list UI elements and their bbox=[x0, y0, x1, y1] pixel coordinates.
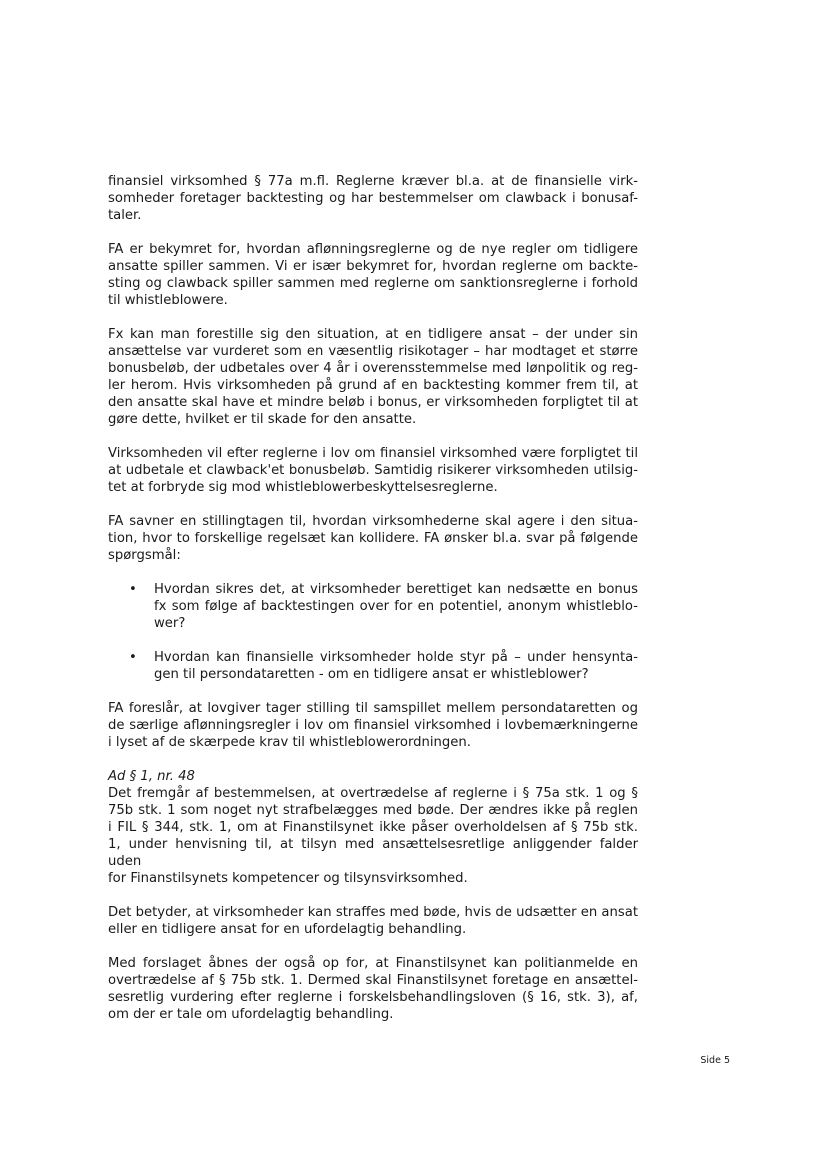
list-item bbox=[108, 649, 638, 683]
text-line: den ansatte skal have et mindre beløb i bonus, er virksomheden forpligtet til at bbox=[108, 395, 638, 410]
text-line: tion, hvor to forskellige regelsæt kan kollidere. FA ønsker bl.a. svar på følgende bbox=[108, 531, 638, 546]
text-line: Hvordan sikres det, at virksomheder berettiget kan nedsætte en bonus bbox=[154, 582, 638, 597]
text-line: ansatte spiller sammen. Vi er især bekymret for, hvordan reglerne om backte- bbox=[108, 259, 638, 274]
paragraph bbox=[108, 955, 638, 1023]
bullet-icon: • bbox=[129, 582, 137, 597]
paragraph-group-after-list bbox=[108, 700, 638, 751]
paragraph bbox=[108, 241, 638, 309]
text-line: i FIL § 344, stk. 1, om at Finanstilsynet ikke påser overholdelsen af § 75b stk. bbox=[108, 820, 638, 835]
text-line: eller en tidligere ansat for en ufordelagtig behandling. bbox=[108, 922, 467, 937]
text-line: Fx kan man forestille sig den situation, at en tidligere ansat – der under sin bbox=[108, 327, 638, 342]
text-line: i lyset af de skærpede krav til whistleblowerordningen. bbox=[108, 735, 471, 750]
paragraph bbox=[108, 904, 638, 938]
paragraph bbox=[108, 785, 638, 887]
text-line: Det betyder, at virksomheder kan straffes med bøde, hvis de udsætter en ansat bbox=[108, 905, 638, 920]
text-line: for Finanstilsynets kompetencer og tilsynsvirksomhed. bbox=[108, 871, 468, 886]
paragraph bbox=[108, 700, 638, 751]
page-number: Side 5 bbox=[700, 1055, 730, 1066]
paragraph bbox=[108, 513, 638, 564]
section-paragraphs bbox=[108, 785, 638, 1023]
paragraph-group bbox=[108, 173, 638, 564]
text-line: wer? bbox=[154, 616, 186, 631]
text-line: de særlige aflønningsregler i lov om finansiel virksomhed i lovbemærkningerne bbox=[108, 718, 638, 733]
text-line: ler herom. Hvis virksomheden på grund af en backtesting kommer frem til, at bbox=[108, 378, 638, 393]
text-line: Virksomheden vil efter reglerne i lov om finansiel virksomhed være forpligtet til bbox=[108, 446, 638, 461]
text-line: somheder foretager backtesting og har bestemmelser om clawback i bonusaf- bbox=[108, 191, 638, 206]
paragraph bbox=[108, 445, 638, 496]
text-line: til whistleblowere. bbox=[108, 293, 228, 308]
text-line: sting og clawback spiller sammen med reglerne om sanktionsreglerne i forhold bbox=[108, 276, 638, 291]
paragraph bbox=[108, 173, 638, 224]
text-line: 75b stk. 1 som noget nyt strafbelægges med bøde. Der ændres ikke på reglen bbox=[108, 803, 638, 818]
text-line: spørgsmål: bbox=[108, 548, 181, 563]
text-line: 1, under henvisning til, at tilsyn med ansættelsesretlige anliggender falder uden bbox=[108, 837, 638, 869]
question-list bbox=[108, 581, 638, 683]
text-line: sesretlig vurdering efter reglerne i forskelsbehandlingsloven (§ 16, stk. 3), af, bbox=[108, 990, 638, 1005]
text-line: Det fremgår af bestemmelsen, at overtrædelse af reglerne i § 75a stk. 1 og § bbox=[108, 786, 638, 801]
text-line: tet at forbryde sig mod whistleblowerbeskyttelsesreglerne. bbox=[108, 480, 498, 495]
text-line: gen til persondataretten - om en tidligere ansat er whistleblower? bbox=[154, 667, 589, 682]
bullet-icon: • bbox=[129, 650, 137, 665]
text-line: overtrædelse af § 75b stk. 1. Dermed skal Finanstilsynet foretage en ansættel- bbox=[108, 973, 638, 988]
text-line: at udbetale et clawback'et bonusbeløb. Samtidig risikerer virksomheden utilsig- bbox=[108, 463, 638, 478]
text-line: gøre dette, hvilket er til skade for den ansatte. bbox=[108, 412, 417, 427]
text-line: ansættelse var vurderet som en væsentlig risikotager – har modtaget et større bbox=[108, 344, 638, 359]
section-heading: Ad § 1, nr. 48 bbox=[108, 769, 195, 784]
text-line: FA er bekymret for, hvordan aflønningsreglerne og de nye regler om tidligere bbox=[108, 242, 638, 257]
text-line: Med forslaget åbnes der også op for, at Finanstilsynet kan politianmelde en bbox=[108, 956, 638, 971]
text-line: finansiel virksomhed § 77a m.fl. Reglerne kræver bl.a. at de finansielle virk- bbox=[108, 174, 638, 189]
text-line: FA foreslår, at lovgiver tager stilling til samspillet mellem persondataretten og bbox=[108, 701, 638, 716]
list-item bbox=[108, 581, 638, 632]
document-body bbox=[108, 173, 638, 1040]
text-line: om der er tale om ufordelagtig behandling. bbox=[108, 1007, 394, 1022]
text-line: FA savner en stillingtagen til, hvordan virksomhederne skal agere i den situa- bbox=[108, 514, 638, 529]
text-line: Hvordan kan finansielle virksomheder holde styr på – under hensynta- bbox=[154, 650, 638, 665]
text-line: bonusbeløb, der udbetales over 4 år i overensstemmelse med lønpolitik og reg- bbox=[108, 361, 638, 376]
text-line: fx som følge af backtestingen over for en potentiel, anonym whistleblo- bbox=[154, 599, 638, 614]
text-line: taler. bbox=[108, 208, 142, 223]
paragraph bbox=[108, 326, 638, 428]
